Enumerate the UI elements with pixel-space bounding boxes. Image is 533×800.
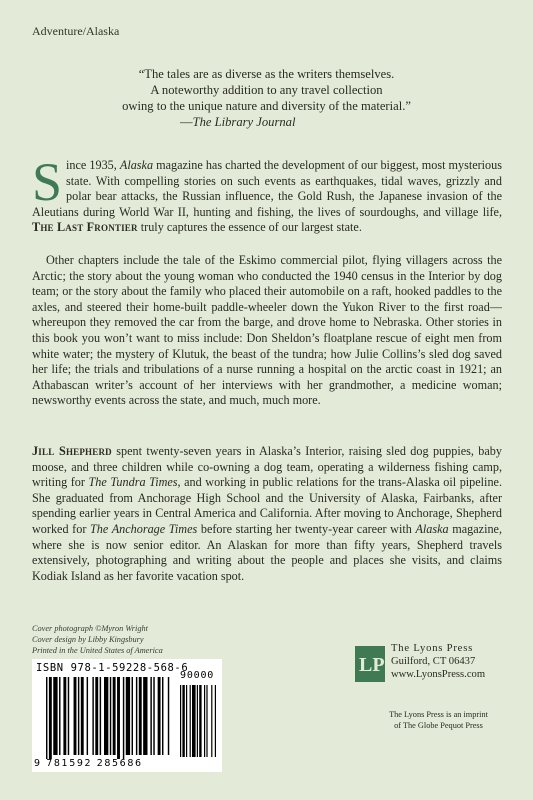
imprint-note bbox=[376, 710, 501, 731]
bio-text-3: before starting her twenty-year career with bbox=[197, 521, 416, 536]
para1-text-3: truly captures the essence of our largest state. bbox=[137, 220, 362, 235]
isbn-barcode bbox=[32, 659, 222, 772]
lyons-press-logo bbox=[355, 646, 385, 682]
design-credit: Cover design by Libby Kingsbury bbox=[32, 635, 144, 644]
author-bio bbox=[32, 444, 502, 584]
quote-line-3: owing to the unique nature and diversity of the material.” bbox=[122, 99, 411, 113]
description-paragraph-2 bbox=[32, 253, 502, 409]
publisher-url: www.LyonsPress.com bbox=[391, 669, 486, 680]
quote-line-1: “The tales are as diverse as the writers themselves. bbox=[138, 67, 395, 81]
review-quote bbox=[60, 66, 473, 130]
para2-text: Other chapters include the tale of the Eskimo commercial pilot, flying villagers across the Arctic; the story about the young woman who conducted the 1940 census in the Interior by dog team; or the story about the family who placed their automobile on a raft, hooked paddles to the axles, and steered their home-built paddle-wheeler down the Yukon River to the first road—whereupon they removed the car from the barge, and drove home to Nebraska. Other stories in this book you won’t want to miss include: Don Sheldon’s floatplane rescue of eight men from white water; the mystery of Klutuk, the beast of the tundra; how Julie Collins’s sled dog saved her life; the trials and tribulations of a nurse running a hospital on the arctic coast in 1921; an Athabascan writer’s account of her interviews with her grandmother, a medicine woman; newsworthy events across the state, and much, much more. bbox=[32, 253, 502, 408]
imprint-line-2: of The Globe Pequot Press bbox=[394, 720, 483, 730]
quote-source bbox=[60, 114, 473, 130]
cover-credits bbox=[32, 623, 163, 656]
description-paragraph-1 bbox=[32, 152, 502, 236]
publisher-city: Guilford, CT 06437 bbox=[391, 656, 476, 667]
bio-text-2: , and working in public relations for the trans-Alaska oil pipeline. She graduated from Anchorage High School and the University of Alaska, Fairbanks, after spending earlier years in Central America and California. After moving to Anchorage, Shepherd worked for bbox=[32, 475, 502, 536]
photo-credit: Cover photograph ©Myron Wright bbox=[32, 624, 148, 633]
isbn-number: ISBN 978-1-59228-568-6 bbox=[36, 662, 189, 674]
publisher-info bbox=[391, 642, 485, 681]
book-title: The Last Frontier bbox=[32, 220, 138, 235]
bio-text-1: spent twenty-seven years in Alaska’s Interior, raising sled dog puppies, baby moose, and three children while co-owning a dog team, operating a wilderness fishing camp, writing for bbox=[32, 444, 502, 490]
bio-publication-1: The Tundra Times bbox=[88, 475, 178, 490]
bio-publication-2: The Anchorage Times bbox=[90, 521, 198, 536]
imprint-line-1: The Lyons Press is an imprint bbox=[389, 710, 488, 719]
para1-text-2: magazine has charted the development of our biggest, most mysterious state. With compelling stories on such events as earthquakes, tidal waves, grizzly and polar bear attacks, the Russian influence, the Gold Rush, the Japanese invasion of the Aleutians during World War II, hunting and fishing, the lives of sourdoughs, and village life, bbox=[32, 158, 502, 219]
drop-cap: S bbox=[32, 152, 63, 212]
quote-line-2: A noteworthy addition to any travel collection bbox=[150, 83, 383, 97]
logo-letters: LP bbox=[359, 654, 385, 676]
bio-text-4: magazine, where she is now senior editor. An Alaskan for more than fifty years, Shepherd travels extensively, photographing and writing about the people and places she visits, and claims Kodiak Island as her favorite vacation spot. bbox=[32, 521, 502, 583]
barcode-digits: 9 781592 285686 bbox=[34, 758, 143, 769]
category-label: Adventure/Alaska bbox=[32, 24, 120, 38]
publisher-name: The Lyons Press bbox=[391, 643, 474, 654]
print-credit: Printed in the United States of America bbox=[32, 646, 163, 655]
quote-source-name: The Library Journal bbox=[192, 115, 296, 129]
price-code: 90000 bbox=[180, 670, 215, 681]
para1-magazine-name: Alaska bbox=[119, 158, 154, 172]
para1-text-1: ince 1935, bbox=[66, 158, 120, 172]
author-name: Jill Shepherd bbox=[32, 444, 112, 458]
quote-source-dash: — bbox=[180, 115, 193, 129]
bio-publication-3: Alaska bbox=[415, 521, 449, 536]
